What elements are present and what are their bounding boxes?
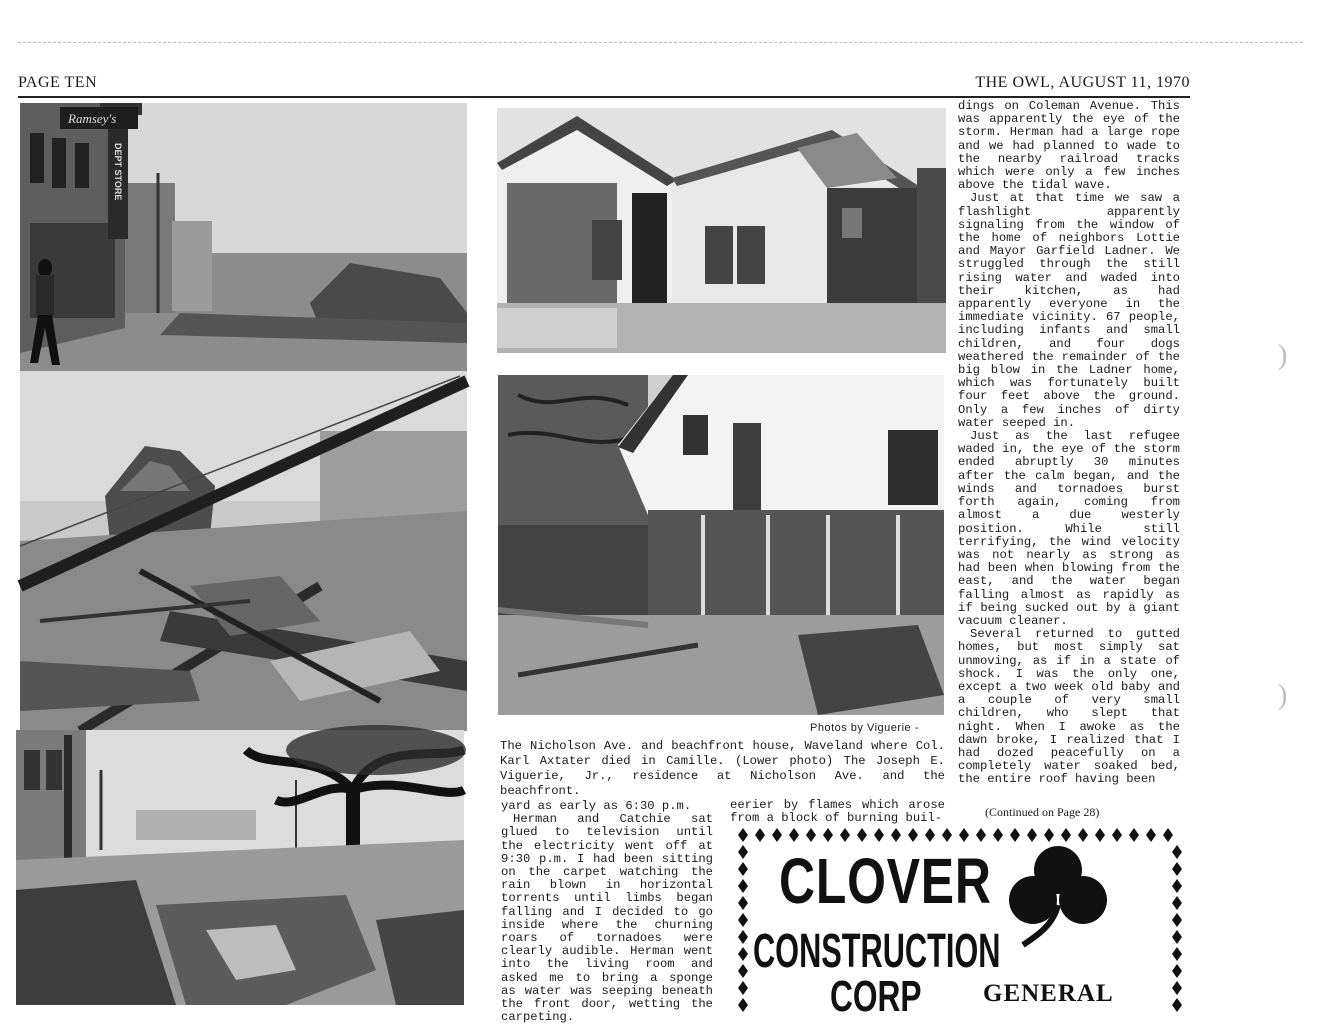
article-column-right <box>958 100 1180 787</box>
photo-credit: Photos by Viguerie - <box>810 722 919 734</box>
ad-border-diamond <box>738 896 748 910</box>
ad-border-diamond <box>738 913 748 927</box>
ad-border-diamond <box>1172 913 1182 927</box>
ad-construction-text: CONSTRUCTION <box>753 925 1001 978</box>
article-paragraph: eerier by flames which arose from a block of burning buil- <box>730 798 945 826</box>
photo-street-store <box>20 103 467 371</box>
margin-mark: ) <box>1278 340 1288 371</box>
ad-border-diamond <box>1172 998 1182 1012</box>
photo-oak-road <box>16 730 464 1005</box>
ad-border-diamond <box>755 828 765 842</box>
masthead-date: THE OWL, AUGUST 11, 1970 <box>975 74 1190 91</box>
ad-border-diamond <box>1172 947 1182 961</box>
ad-border-diamond <box>976 828 986 842</box>
ad-border-diamond <box>738 947 748 961</box>
margin-mark: ) <box>1278 680 1288 711</box>
ad-border-diamond <box>857 828 867 842</box>
ad-border-diamond <box>1172 862 1182 876</box>
ad-border-diamond <box>823 828 833 842</box>
continued-note: (Continued on Page 28) <box>985 805 1100 819</box>
article-paragraph: Just as the last refugee waded in, the eye of the storm ended abruptly 30 minutes after the calm began, and the winds and tornadoes burst forth again, coming from almost a due westerly position. While still terrifying, the wind velocity was not nearly as strong as had been when blowing from the east, and the water began falling almost as rapidly as if being sucked out by a giant vacuum cleaner. <box>958 429 1180 628</box>
ad-border-diamond <box>959 828 969 842</box>
ad-border-diamond <box>789 828 799 842</box>
store-sign-name: Ramsey's <box>68 111 117 126</box>
ad-general-text: GENERAL <box>983 980 1114 1007</box>
photo-viguerie-residence <box>498 375 944 715</box>
photo-nicholson-house <box>497 108 946 353</box>
article-paragraph: Several returned to gutted homes, but most simply sat unmoving, as if in a state of shock. I was the only one, except a two week old baby and a couple of very small children, who slept that night. When I awoke as the dawn broke, I realized that I had dozed peacefully on a completely water soaked bed, the entire roof having been <box>958 627 1180 787</box>
ad-border-diamond <box>1129 828 1139 842</box>
ad-border-diamond <box>1172 964 1182 978</box>
ad-border-diamond <box>1172 845 1182 859</box>
shamrock-icon <box>1003 840 1113 950</box>
ad-border-diamond <box>738 930 748 944</box>
ad-border-diamond <box>891 828 901 842</box>
store-sign-dept: DEPT STORE <box>113 143 123 201</box>
ad-border-diamond <box>738 964 748 978</box>
ad-border-diamond <box>1172 879 1182 893</box>
ad-border-diamond <box>1172 896 1182 910</box>
ad-border-diamond <box>806 828 816 842</box>
ad-border-diamond <box>1172 930 1182 944</box>
article-column-left <box>501 799 713 1024</box>
ad-border-diamond <box>1112 828 1122 842</box>
page-header <box>18 74 1190 98</box>
ad-headline: CLOVER <box>779 845 992 917</box>
ad-border-diamond <box>874 828 884 842</box>
ad-border-diamond <box>1163 828 1173 842</box>
ad-border-diamond <box>1146 828 1156 842</box>
page-number-label: PAGE TEN <box>18 74 98 91</box>
article-paragraph: Herman and Catchie sat glued to television until the electricity went off at 9:30 p.m. I had been sitting on the carpet watching the rain blown in horizontal torrents until limbs began falling and I decided to go inside where the churning roars of tornadoes were clearly audible. Herman went into the living room and asked me to bring a sponge as water was seeping beneath the front door, wetting the carpeting. <box>501 812 713 1024</box>
page-top-edge <box>18 42 1303 43</box>
article-column-middle <box>730 799 945 827</box>
clover-construction-ad <box>735 826 1185 1020</box>
article-paragraph: yard as early as 6:30 p.m. <box>501 799 692 813</box>
photo-caption: The Nicholson Ave. and beachfront house, Waveland where Col. Karl Axtater died in Camille. (Lower photo) The Joseph E. Viguerie, Jr., residence at Nicholson Ave. and the beachfront. <box>500 739 945 798</box>
ad-border-diamond <box>925 828 935 842</box>
ad-border-diamond <box>738 828 748 842</box>
ad-corp-text: CORP <box>830 972 922 1021</box>
ad-border-diamond <box>738 845 748 859</box>
ad-border-diamond <box>840 828 850 842</box>
article-paragraph: dings on Coleman Avenue. This was apparently the eye of the storm. Herman had a large rope and we had planned to wade to the nearby railroad tracks which were only a few inches above the tidal wave. <box>958 99 1180 193</box>
ad-border-diamond <box>738 862 748 876</box>
article-paragraph: Just at that time we saw a flashlight apparently signaling from the window of the home of neighbors Lottie and Mayor Garfield Ladner. We struggled through the still rising water and waded into their kitchen, as had apparently everyone in the immediate vicinity. 67 people, including infants and small children, and four dogs weathered the remainder of the big blow in the Ladner home, which was fortunately built four feet above the ground. Only a few inches of dirty water seeped in. <box>958 191 1180 430</box>
ad-border-diamond <box>772 828 782 842</box>
ad-border-diamond <box>738 981 748 995</box>
ad-border-diamond <box>993 828 1003 842</box>
ad-border-diamond <box>908 828 918 842</box>
photo-debris-poles <box>20 371 467 731</box>
ad-border-diamond <box>738 998 748 1012</box>
ad-border-diamond <box>942 828 952 842</box>
ad-border-diamond <box>738 879 748 893</box>
ad-border-diamond <box>1172 981 1182 995</box>
